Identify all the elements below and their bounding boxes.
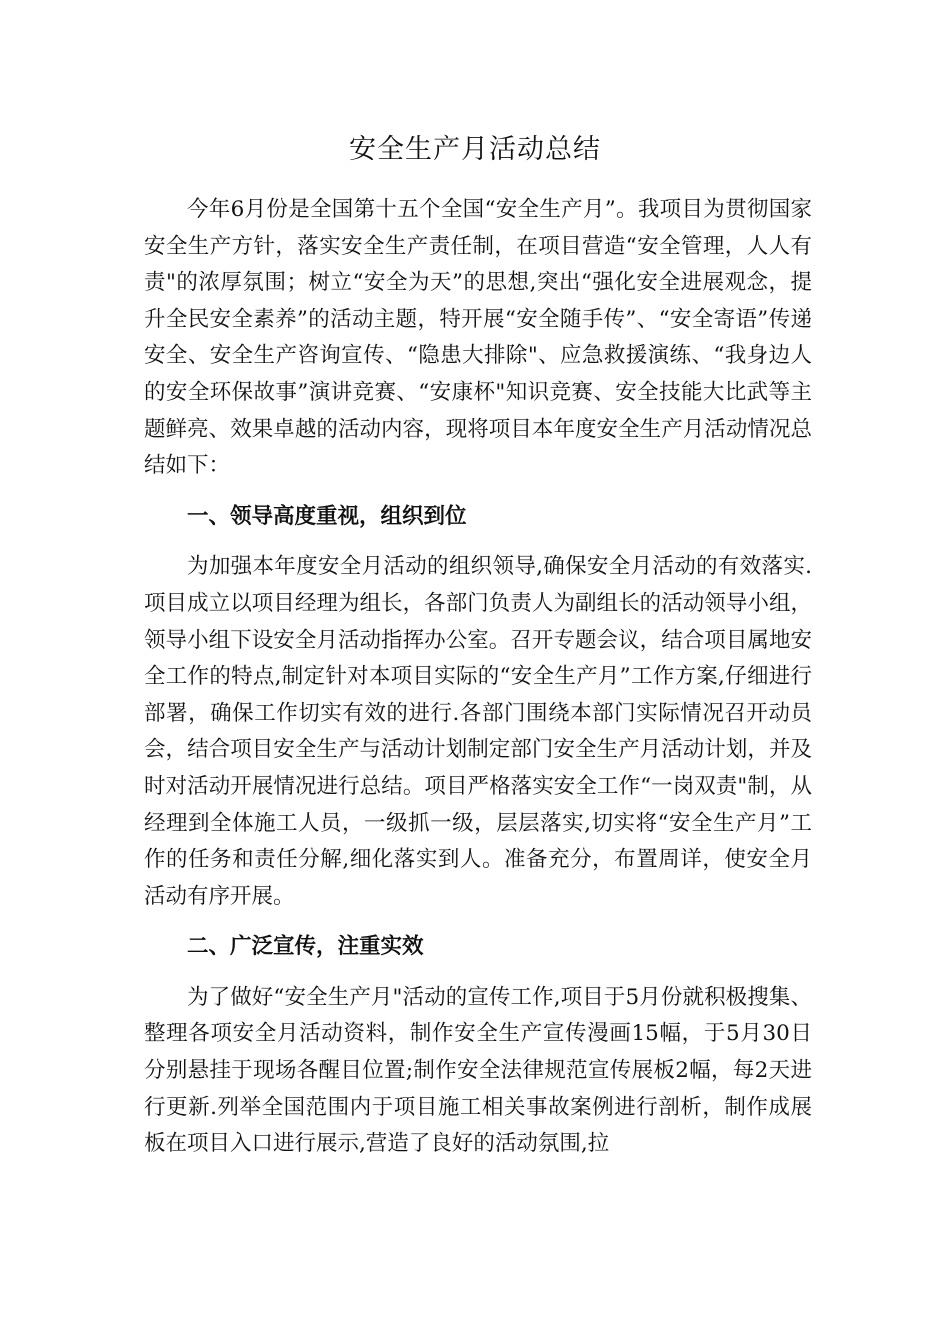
section-paragraph-2: 为了做好“安全生产月"活动的宣传工作,项目于5月份就积极搜集、整理各项安全月活动资料，制作安全生产宣传漫画15幅，于5月30日分别悬挂于现场各醒目位置;制作安全法律规范宣传展板2幅，每2天进行更新.列举全国范围内于项目施工相关事故案例进行剖析，制作成展板在项目入口进行展示,营造了良好的活动氛围,拉 [144, 984, 812, 1157]
section-heading-2: 二、广泛宣传，注重实效 [187, 934, 424, 960]
intro-paragraph: 今年6月份是全国第十五个全国“安全生产月”。我项目为贯彻国家安全生产方针，落实安全生产责任制，在项目营造“安全管理，人人有责"的浓厚氛围；树立“安全为天”的思想,突出“强化安全进展观念，提升全民安全素养”的活动主题，特开展“安全随手传”、“安全寄语”传递安全、安全生产咨询宣传、“隐患大排除"、应急救援演练、“我身边人的安全环保故事”演讲竞赛、“安康杯"知识竞赛、安全技能大比武等主题鲜亮、效果卓越的活动内容，现将项目本年度安全生产月活动情况总结如下： [144, 197, 812, 479]
document-title: 安全生产月活动总结 [349, 134, 601, 165]
document-body [144, 192, 812, 1163]
section-paragraph-1: 为加强本年度安全月活动的组织领导,确保安全月活动的有效落实.项目成立以项目经理为组长，各部门负责人为副组长的活动领导小组，领导小组下设安全月活动指挥办公室。召开专题会议，结合项目属地安全工作的特点,制定针对本项目实际的“安全生产月”工作方案,仔细进行部署，确保工作切实有效的进行.各部门围绕本部门实际情况召开动员会，结合项目安全生产与活动计划制定部门安全生产月活动计划，并及时对活动开展情况进行总结。项目严格落实安全工作“一岗双责"制，从经理到全体施工人员，一级抓一级，层层落实,切实将“安全生产月”工作的任务和责任分解,细化落实到人。准备充分，布置周详，使安全月活动有序开展。 [144, 554, 812, 909]
section-heading-1: 一、领导高度重视，组织到位 [187, 503, 467, 529]
